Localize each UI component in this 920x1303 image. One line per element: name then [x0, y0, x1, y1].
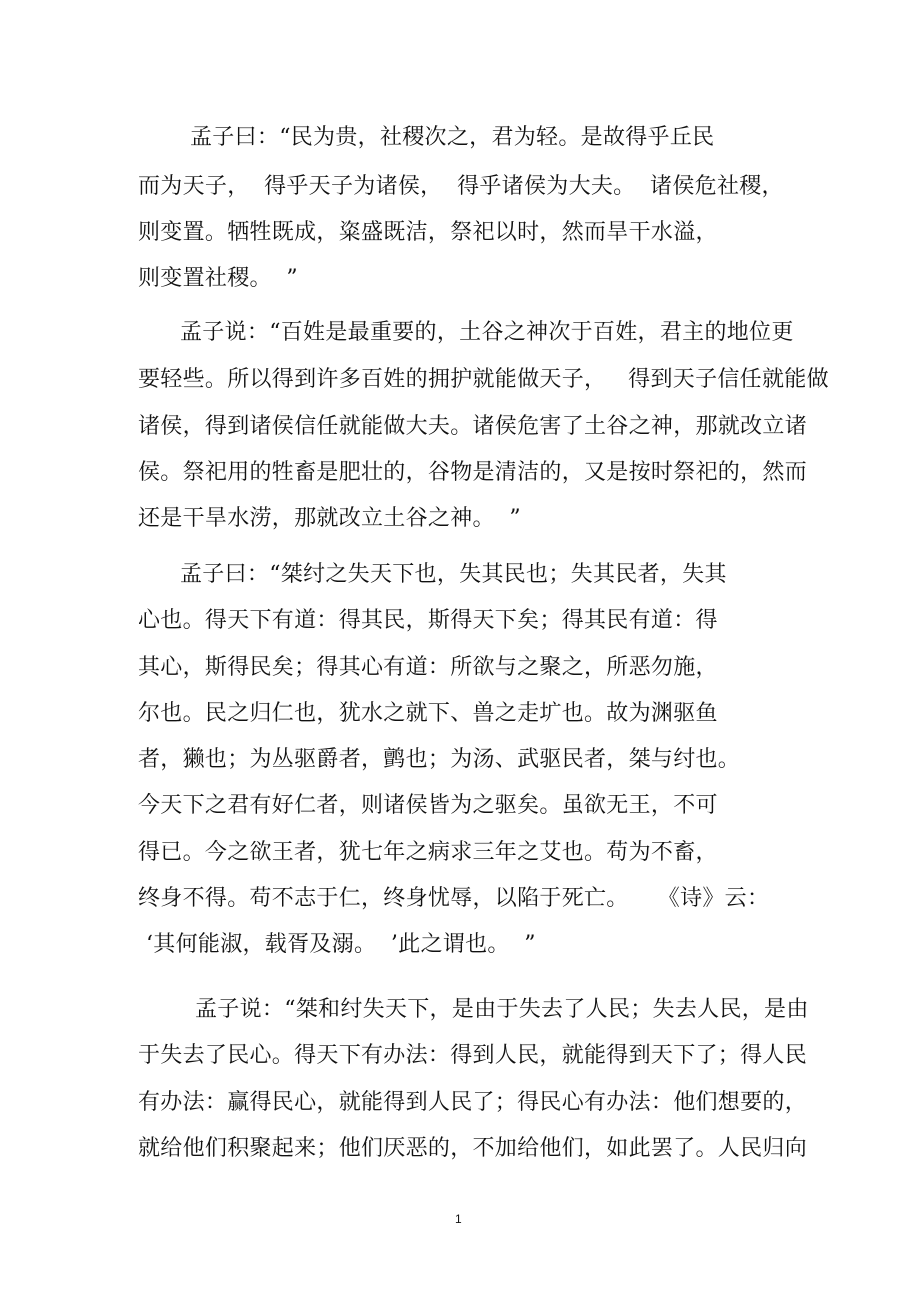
text-line: 则变置。牺牲既成，粢盛既洁，祭祀以时，然而旱干水溢， [138, 220, 718, 245]
text-line: 心也。得天下有道：得其民，斯得天下矣；得其民有道：得 [138, 608, 718, 633]
text-line: 孟子说：“桀和纣失天下，是由于失去了人民；失去人民，是由 [195, 997, 809, 1022]
text-line: 得已。今之欲王者，犹七年之病求三年之艾也。苟为不畜， [138, 840, 718, 865]
text-line: 孟子曰：“桀纣之失天下也，失其民也；失其民者，失其 [180, 562, 727, 587]
text-line: 有办法：赢得民心，就能得到人民了；得民心有办法：他们想要的， [138, 1090, 808, 1115]
text-line: 孟子曰：“民为贵，社稷次之，君为轻。是故得乎丘民 [190, 125, 715, 150]
text-line: 就给他们积聚起来；他们厌恶的，不加给他们，如此罢了。人民归向 [138, 1136, 808, 1161]
text-line: 还是干旱水涝，那就改立土谷之神。 ” [138, 506, 521, 531]
text-line: 孟子说：“百姓是最重要的，土谷之神次于百姓，君主的地位更 [180, 320, 794, 345]
text-line: 要轻些。所以得到许多百姓的拥护就能做天子， 得到天子信任就能做 [138, 367, 829, 392]
text-line: 终身不得。苟不志于仁，终身忧辱，以陷于死亡。 《诗》云： [138, 886, 770, 911]
text-line: 侯。祭祀用的牲畜是肥壮的，谷物是清洁的，又是按时祭祀的，然而 [138, 460, 808, 485]
text-line: 而为天子， 得乎天子为诸侯， 得乎诸侯为大夫。 诸侯危社稷， [138, 174, 784, 199]
text-line: ‘其何能淑，载胥及溺。 ’此之谓也。 ” [146, 932, 536, 957]
text-line: 尔也。民之归仁也，犹水之就下、兽之走圹也。故为渊驱鱼 [138, 701, 718, 726]
text-line: 其心，斯得民矣；得其心有道：所欲与之聚之，所恶勿施， [138, 655, 718, 680]
text-line: 则变置社稷。 ” [138, 266, 298, 291]
text-line: 今天下之君有好仁者，则诸侯皆为之驱矣。虽欲无王，不可 [138, 793, 718, 818]
page-number: 1 [455, 1212, 462, 1226]
text-line: 于失去了民心。得天下有办法：得到人民，就能得到天下了；得人民 [138, 1043, 808, 1068]
text-line: 诸侯，得到诸侯信任就能做大夫。诸侯危害了土谷之神，那就改立诸 [138, 414, 808, 439]
text-line: 者，獭也；为丛驱爵者，鹯也；为汤、武驱民者，桀与纣也。 [138, 747, 741, 772]
